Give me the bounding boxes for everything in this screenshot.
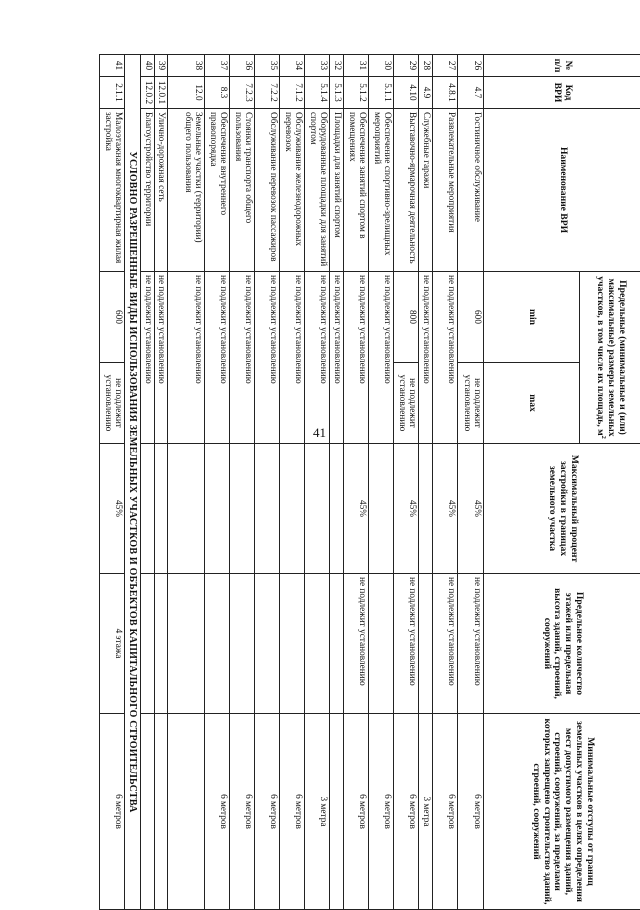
section-row — [125, 55, 141, 910]
cell-min: 600 — [100, 272, 125, 363]
cell-code: 12.0 — [168, 77, 205, 109]
header-name: Наименование ВРИ — [484, 109, 640, 272]
cell-minmax: не подлежит установлению — [344, 272, 369, 444]
cell-setback: 6 метров — [205, 714, 230, 910]
cell-percent — [369, 444, 394, 574]
cell-num: 38 — [168, 55, 205, 77]
cell-percent — [168, 444, 205, 574]
header-floors: Предельное количество этажей или предельная высота зданий, строений, сооружений — [484, 574, 640, 714]
cell-code: 12.0.1 — [154, 77, 167, 109]
cell-minmax: не подлежит установлению — [154, 272, 167, 444]
cell-min: 800 — [394, 272, 419, 363]
cell-code: 8.3 — [205, 77, 230, 109]
cell-floors: не подлежит установлению — [458, 574, 484, 714]
cell-floors: не подлежит установлению — [344, 574, 369, 714]
cell-percent — [280, 444, 305, 574]
cell-floors — [141, 574, 154, 714]
zoning-table — [99, 54, 640, 910]
cell-floors — [168, 574, 205, 714]
cell-code: 7.2.3 — [230, 77, 255, 109]
cell-num: 33 — [305, 55, 330, 77]
table-row — [255, 55, 280, 910]
cell-name: Обслуживание перевозок пассажиров — [255, 109, 280, 272]
table-row — [419, 55, 433, 910]
cell-setback: 3 метра — [419, 714, 433, 910]
table-row — [230, 55, 255, 910]
cell-name: Земельные участки (территории) общего пользования — [168, 109, 205, 272]
cell-name: Улично-дорожная сеть — [154, 109, 167, 272]
cell-max: не подлежит установлению — [394, 363, 419, 444]
header-min: min — [484, 272, 580, 363]
cell-num: 37 — [205, 55, 230, 77]
cell-code: 5.1.1 — [369, 77, 394, 109]
cell-num: 34 — [280, 55, 305, 77]
cell-minmax: не подлежит установлению — [330, 272, 344, 444]
cell-code: 12.0.2 — [141, 77, 154, 109]
cell-num: 26 — [458, 55, 484, 77]
cell-percent: 45% — [344, 444, 369, 574]
table-row — [458, 55, 484, 910]
cell-percent — [305, 444, 330, 574]
cell-setback: 6 метров — [230, 714, 255, 910]
cell-num: 36 — [230, 55, 255, 77]
cell-name: Малоэтажная многоквартирная жилая застройка — [100, 109, 125, 272]
header-size: Предельные (минимальные и (или) максимальные) размеры земельных участков, в том числе их площадь, $м^2$ — [580, 272, 640, 444]
cell-setback — [330, 714, 344, 910]
cell-percent — [230, 444, 255, 574]
cell-minmax: не подлежит установлению — [433, 272, 458, 444]
cell-code: 5.1.3 — [330, 77, 344, 109]
cell-minmax: не подлежит установлению — [369, 272, 394, 444]
table-row — [141, 55, 154, 910]
cell-floors — [305, 574, 330, 714]
cell-percent — [419, 444, 433, 574]
cell-setback — [154, 714, 167, 910]
cell-floors — [280, 574, 305, 714]
cell-percent: 45% — [100, 444, 125, 574]
cell-minmax: не подлежит установлению — [141, 272, 154, 444]
cell-setback: 6 метров — [280, 714, 305, 910]
cell-setback: 6 метров — [344, 714, 369, 910]
cell-percent: 45% — [433, 444, 458, 574]
cell-minmax: не подлежит установлению — [230, 272, 255, 444]
cell-code: 2.1.1 — [100, 77, 125, 109]
header-percent: Максимальный процент застройки в границах земельного участка — [484, 444, 640, 574]
cell-min: 600 — [458, 272, 484, 363]
header-setback: Минимальные отступы от границ земельных участков в целях определения мест допустимого размещения зданий, строений, сооружений, за пределами которых запрещено строительство зданий, строений, сооружений — [484, 714, 640, 910]
cell-floors — [255, 574, 280, 714]
cell-num: 35 — [255, 55, 280, 77]
cell-floors — [154, 574, 167, 714]
cell-code: 5.1.2 — [344, 77, 369, 109]
cell-name: Служебные гаражи — [419, 109, 433, 272]
cell-floors — [330, 574, 344, 714]
cell-floors — [369, 574, 394, 714]
cell-num: 32 — [330, 55, 344, 77]
cell-code: 5.1.4 — [305, 77, 330, 109]
table-row — [154, 55, 167, 910]
cell-minmax: не подлежит установлению — [280, 272, 305, 444]
cell-num: 41 — [100, 55, 125, 77]
cell-setback: 6 метров — [433, 714, 458, 910]
section-title: УСЛОВНО РАЗРЕШЕННЫЕ ВИДЫ ИСПОЛЬЗОВАНИЯ ЗЕМЕЛЬНЫХ УЧАСТКОВ И ОБЪЕКТОВ КАПИТАЛЬНОГО СТРОИТЕЛЬСТВА — [125, 55, 141, 910]
cell-minmax: не подлежит установлению — [255, 272, 280, 444]
cell-setback: 6 метров — [100, 714, 125, 910]
cell-setback: 6 метров — [458, 714, 484, 910]
cell-setback — [141, 714, 154, 910]
cell-setback: 6 метров — [394, 714, 419, 910]
table-row — [205, 55, 230, 910]
cell-code: 7.2.2 — [255, 77, 280, 109]
cell-minmax: не подлежит установлению — [205, 272, 230, 444]
table-row — [305, 55, 330, 910]
rotated-table-container — [59, 54, 640, 909]
table-row — [433, 55, 458, 910]
cell-floors — [205, 574, 230, 714]
cell-num: 31 — [344, 55, 369, 77]
cell-percent — [141, 444, 154, 574]
cell-num: 40 — [141, 55, 154, 77]
cell-max: не подлежит установлению — [458, 363, 484, 444]
cell-floors: 4 этажа — [100, 574, 125, 714]
table-row — [280, 55, 305, 910]
cell-percent: 45% — [394, 444, 419, 574]
cell-minmax: не подлежит установлению — [168, 272, 205, 444]
cell-percent: 45% — [458, 444, 484, 574]
cell-percent — [330, 444, 344, 574]
table-row — [369, 55, 394, 910]
cell-code: 4.7 — [458, 77, 484, 109]
cell-setback: 6 метров — [255, 714, 280, 910]
cell-floors: не подлежит установлению — [433, 574, 458, 714]
header-num: № п/п — [484, 55, 640, 77]
cell-code: 7.1.2 — [280, 77, 305, 109]
table-row — [344, 55, 369, 910]
page-number: 41 — [313, 425, 326, 441]
cell-num: 27 — [433, 55, 458, 77]
table-row — [100, 55, 125, 910]
cell-floors — [230, 574, 255, 714]
cell-max: не подлежит установлению — [100, 363, 125, 444]
cell-setback — [168, 714, 205, 910]
cell-name: Обеспечение спортивно-зрелищных мероприятий — [369, 109, 394, 272]
cell-setback: 3 метра — [305, 714, 330, 910]
cell-percent — [255, 444, 280, 574]
table-row — [168, 55, 205, 910]
cell-minmax: не подлежит установлению — [305, 272, 330, 444]
cell-name: Площадки для занятий спортом — [330, 109, 344, 272]
cell-name: Обслуживание железнодорожных перевозок — [280, 109, 305, 272]
cell-num: 28 — [419, 55, 433, 77]
cell-name: Благоустройство территории — [141, 109, 154, 272]
cell-minmax: не подлежит установлению — [419, 272, 433, 444]
cell-percent — [154, 444, 167, 574]
header-max: max — [484, 363, 580, 444]
cell-name: Оборудованные площадки для занятий спортом — [305, 109, 330, 272]
cell-code: 4.8.1 — [433, 77, 458, 109]
cell-floors — [419, 574, 433, 714]
cell-num: 30 — [369, 55, 394, 77]
cell-code: 4.9 — [419, 77, 433, 109]
cell-floors: не подлежит установлению — [394, 574, 419, 714]
cell-name: Развлекательные мероприятия — [433, 109, 458, 272]
header-code: Код ВРИ — [484, 77, 640, 109]
cell-code: 4.10 — [394, 77, 419, 109]
cell-name: Гостиничное обслуживание — [458, 109, 484, 272]
cell-setback: 6 метров — [369, 714, 394, 910]
table-row — [394, 55, 419, 910]
cell-percent — [205, 444, 230, 574]
cell-name: Выставочно-ярмарочная деятельность — [394, 109, 419, 272]
cell-num: 29 — [394, 55, 419, 77]
cell-name: Обеспечение занятий спортом в помещениях — [344, 109, 369, 272]
table-row — [330, 55, 344, 910]
cell-name: Обеспечение внутреннего правопорядка — [205, 109, 230, 272]
cell-num: 39 — [154, 55, 167, 77]
cell-name: Стоянки транспорта общего пользования — [230, 109, 255, 272]
